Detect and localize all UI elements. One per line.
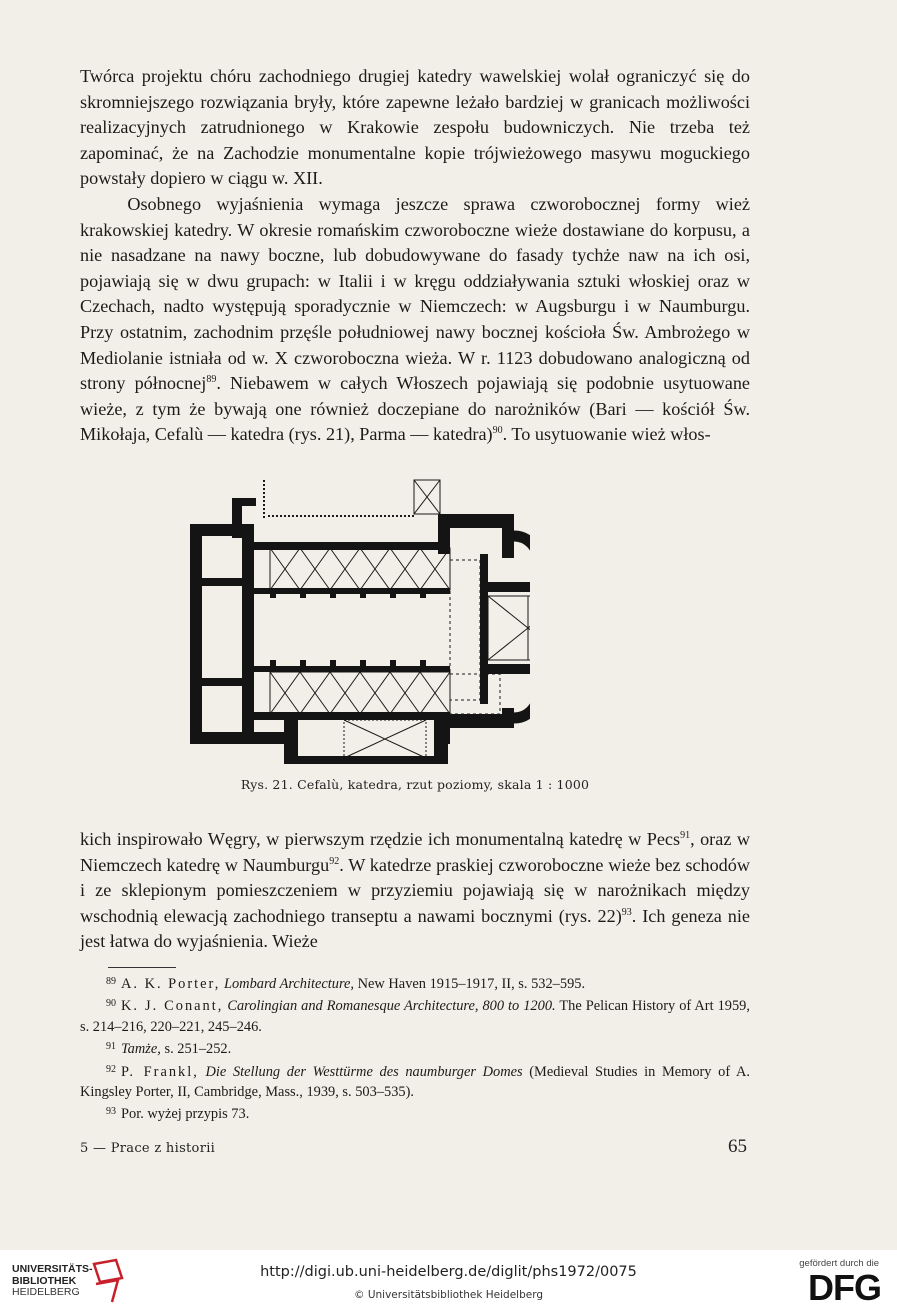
page-number: 65 [728, 1136, 747, 1157]
footnote-91: $^{91}$ Tamże, s. 251–252. [106, 1041, 232, 1058]
library-logo[interactable]: UNIVERSITÄTS- BIBLIOTHEK HEIDELBERG [12, 1263, 93, 1298]
south-aisle-vaults [270, 672, 450, 714]
viewer-bottom-bar [0, 1250, 897, 1314]
footnote-ref-92[interactable]: 92 [329, 855, 340, 867]
funding-label: gefördert durch die [799, 1258, 879, 1269]
copyright-notice: © Universitätsbibliothek Heidelberg [353, 1289, 543, 1301]
choir-vault [488, 596, 530, 660]
paragraph-top [80, 64, 750, 448]
floor-plan-figure [188, 478, 530, 780]
footnote-ref-91[interactable]: 91 [680, 830, 691, 841]
north-aisle-vaults [270, 548, 450, 590]
paragraph-1a: Twórca projektu chóru zachodniego drugiej katedry wawelskiej wolał ograniczyć się do skromniejszego rozwiązania bryły, które zapewne leżało bardziej w granicach możliwości realizacyjnych zatrudnionego w Krakowie zespołu budowniczych. Nie trzeba też zapominać, że na Zachodzie monumentalne kopie trójwieżowego masywu moguckiego powstały dopiero w ciągu w. XII. [80, 66, 750, 189]
footnote-92: $^{92}$ P. Frankl, Die Stellung der Westtürme des naumburger Domes (Medieval Studies in Memory of A. Kingsley Porter, II, Cambridge, Mass., 1939, s. 503–535). [80, 1063, 751, 1101]
footnote-ref-89[interactable]: 89 [206, 374, 217, 386]
footnote-ref-90[interactable]: 90 [492, 425, 503, 437]
cefalu-floor-plan-drawing [188, 478, 530, 780]
paragraph-1b: Osobnego wyjaśnienia wymaga jeszcze sprawa czworobocznej formy wież krakowskiej katedry. W okresie romańskim czworoboczne wieże dostawiane do korpusu, a nie nasadzane na nawy boczne, lub dobudowywane do fasady tychże naw na ich osi, pojawiają się w dwu grupach: w Italii i w kręgu oddziaływania sztuki włoskiej oraz w Czechach, nadto występują sporadycznie w Niemczech: w Augsburgu i w Naumburgu. Przy ostatnim, zachodnim przęśle południowej nawy bocznej kościoła Św. Ambrożego w Mediolanie istniała od w. X czworoboczna wieża. W r. 1123 dobudowano analogiczną od strony północnej$^{89}$. Niebawem w całych Włoszech pojawiają się podobnie usytuowane wieże, z tym że bywają one również doczepiane do narożników (Bari — kościół Św. Mikołaja, Cefalù — katedra (rys. 21), Parma — katedra)$^{90}$. To usytuowanie wież włos- [80, 193, 750, 445]
running-footer: 5 — Prace z historii [80, 1141, 216, 1156]
footnote-90: $^{90}$ K. J. Conant, Carolingian and Romanesque Architecture, 800 to 1200. The Pelican History of Art 1959, s. 214–216, 220–221, 245–246. [80, 998, 750, 1035]
footnote-ref-93[interactable]: 93 [621, 906, 632, 918]
paragraph-2: kich inspirowało Węgry, w pierwszym rzędzie ich monumentalną katedrę w Pecs$^{91}$, oraz w Niemczech katedrę w Naumburgu$^{92}$. W katedrze praskiej czworoboczne wieże bez schodów i ze sklepionym pomieszczeniem w przyziemiu pojawiają się w narożnikach między wschodnią elewacją zachodniego transeptu a nawami bocznymi (rys. 22)$^{93}$. Ich geneza nie jest łatwa do wyjaśnienia. Wieże [80, 829, 750, 952]
permalink-url[interactable]: http://digi.ub.uni-heidelberg.de/diglit/phs1972/0075 [260, 1264, 637, 1280]
footnotes [80, 972, 750, 1125]
footnote-divider [108, 967, 176, 968]
figure-caption: Rys. 21. Cefalù, katedra, rzut poziomy, skala 1 : 1000 [240, 777, 590, 792]
dfg-logo[interactable]: DFG [808, 1267, 881, 1308]
footnote-89: $^{89}$ A. K. Porter, Lombard Architecture, New Haven 1915–1917, II, s. 532–595. [106, 976, 586, 992]
paragraph-bottom [80, 827, 750, 955]
footnote-93: $^{93}$ Por. wyżej przypis 73. [106, 1106, 250, 1123]
